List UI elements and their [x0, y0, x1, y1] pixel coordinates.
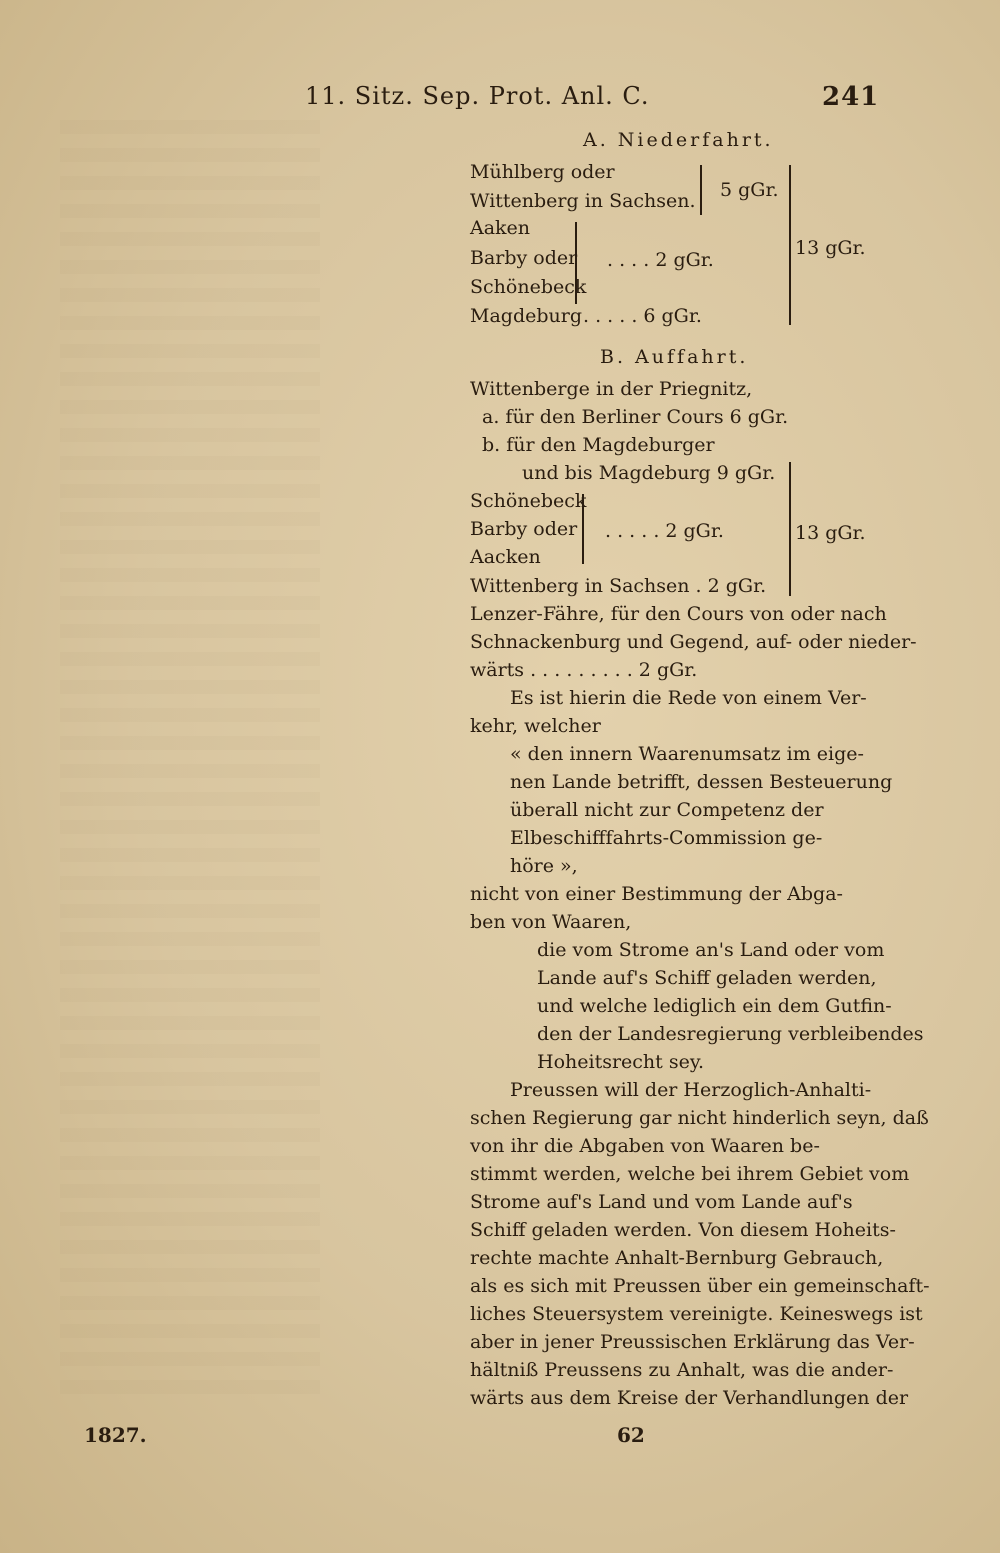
niederfahrt-line: Aaken — [470, 217, 531, 239]
quote-line: nen Lande betrifft, dessen Besteuerung — [510, 771, 893, 793]
auffahrt-line: a. für den Berliner Cours 6 gGr. — [482, 406, 789, 428]
indented-line: den der Landesregierung verbleibendes — [537, 1023, 924, 1045]
indented-line: und welche lediglich ein dem Gutfin- — [537, 995, 892, 1017]
body-line: Schiff geladen werden. Von diesem Hoheits- — [470, 1219, 896, 1241]
brace — [789, 462, 791, 596]
footer-signature: 62 — [617, 1423, 645, 1447]
body-line: wärts . . . . . . . . . 2 gGr. — [470, 659, 698, 681]
brace — [700, 165, 702, 215]
brace — [575, 222, 577, 304]
brace — [582, 494, 584, 564]
auffahrt-line: Wittenberge in der Priegnitz, — [470, 378, 753, 400]
bleed-through-text — [60, 120, 320, 1400]
body-line: Schnackenburg und Gegend, auf- oder nieder- — [470, 631, 917, 653]
auffahrt-line: Schönebeck — [470, 490, 587, 512]
body-line: ben von Waaren, — [470, 911, 632, 933]
auffahrt-line: Wittenberg in Sachsen . 2 gGr. — [470, 575, 767, 597]
body-line: nicht von einer Bestimmung der Abga- — [470, 883, 843, 905]
body-line: rechte machte Anhalt-Bernburg Gebrauch, — [470, 1247, 884, 1269]
body-line: Strome auf's Land und vom Lande auf's — [470, 1191, 853, 1213]
page-number: 241 — [822, 82, 880, 112]
indented-line: Hoheitsrecht sey. — [537, 1051, 705, 1073]
quote-line: höre », — [510, 855, 578, 877]
footer-year: 1827. — [84, 1423, 147, 1447]
indented-line: die vom Strome an's Land oder vom — [537, 939, 885, 961]
fare-amount: . . . . . 2 gGr. — [605, 520, 724, 542]
section-b-heading: B. Auffahrt. — [600, 346, 749, 368]
body-line: von ihr die Abgaben von Waaren be- — [470, 1135, 820, 1157]
body-line: schen Regierung gar nicht hinderlich seyn, daß — [470, 1107, 929, 1129]
quote-line: überall nicht zur Competenz der — [510, 799, 824, 821]
quote-line: « den innern Waarenumsatz im eige- — [510, 743, 864, 765]
niederfahrt-line: Schönebeck — [470, 276, 587, 298]
auffahrt-line: b. für den Magdeburger — [482, 434, 715, 456]
indented-line: Lande auf's Schiff geladen werden, — [537, 967, 877, 989]
fare-amount: . . . . . 6 gGr. — [583, 305, 702, 327]
body-line: kehr, welcher — [470, 715, 601, 737]
brace — [789, 165, 791, 325]
body-line: stimmt werden, welche bei ihrem Gebiet vom — [470, 1163, 910, 1185]
body-line: aber in jener Preussischen Erklärung das Ver- — [470, 1331, 915, 1353]
fare-amount: 5 gGr. — [720, 179, 779, 201]
auffahrt-line: und bis Magdeburg 9 gGr. — [522, 462, 776, 484]
body-line: Preussen will der Herzoglich-Anhalti- — [510, 1079, 872, 1101]
running-header: 11. Sitz. Sep. Prot. Anl. C. — [305, 82, 650, 110]
body-line: wärts aus dem Kreise der Verhandlungen der — [470, 1387, 909, 1409]
fare-total: 13 gGr. — [795, 237, 866, 259]
body-line: Es ist hierin die Rede von einem Ver- — [510, 687, 867, 709]
fare-amount: . . . . 2 gGr. — [607, 249, 714, 271]
niederfahrt-line: Wittenberg in Sachsen. — [470, 190, 696, 212]
body-line: Lenzer-Fähre, für den Cours von oder nach — [470, 603, 887, 625]
section-a-heading: A. Niederfahrt. — [583, 129, 774, 151]
body-line: als es sich mit Preussen über ein gemeinschaft- — [470, 1275, 930, 1297]
body-line: liches Steuersystem vereinigte. Keineswegs ist — [470, 1303, 923, 1325]
auffahrt-line: Aacken — [470, 546, 541, 568]
quote-line: Elbeschifffahrts-Commission ge- — [510, 827, 823, 849]
niederfahrt-line: Mühlberg oder — [470, 161, 615, 183]
body-line: hältniß Preussens zu Anhalt, was die ander- — [470, 1359, 894, 1381]
niederfahrt-line: Barby oder — [470, 247, 578, 269]
niederfahrt-line: Magdeburg — [470, 305, 582, 327]
auffahrt-line: Barby oder — [470, 518, 578, 540]
fare-total: 13 gGr. — [795, 522, 866, 544]
